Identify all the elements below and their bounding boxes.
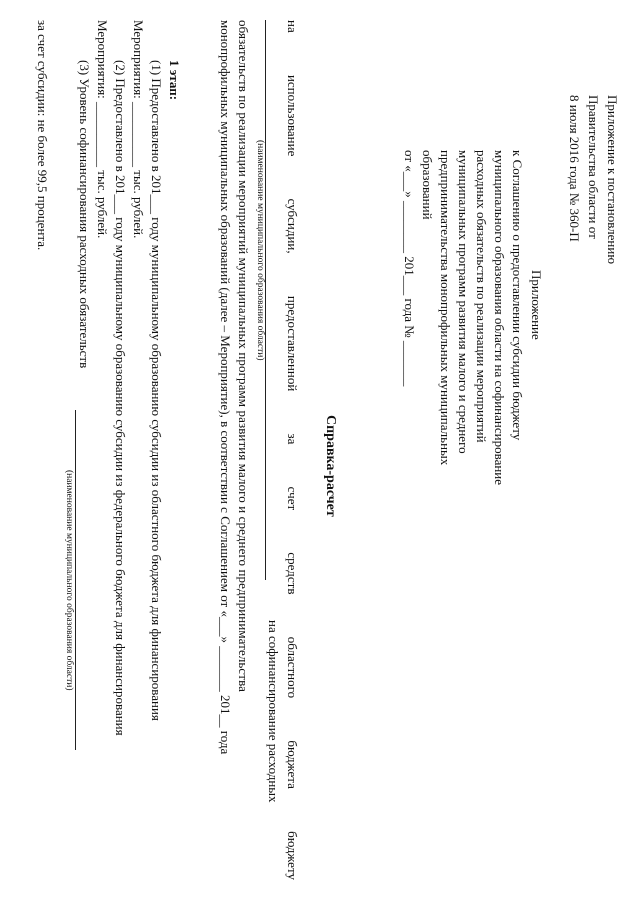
- intro-word: за: [285, 433, 300, 445]
- header-line-2: Правительства области от: [586, 95, 601, 239]
- document-title: Справка-расчет: [323, 415, 338, 517]
- intro-word: бюджета: [285, 740, 300, 789]
- fill-line-municipality-2: [75, 410, 76, 750]
- caption-municipality-2: (наименование муниципального образования области): [64, 470, 74, 691]
- appendix-line-7: от «___» ________ 201___ года № _______: [402, 150, 417, 387]
- stage-p3-end: за счет субсидии: не более 99,5 процента.: [35, 20, 50, 251]
- appendix-line-4: муниципальных программ развития малого и среднего: [456, 150, 471, 454]
- appendix-line-6: образований: [420, 150, 435, 220]
- intro-word: субсидии,: [285, 198, 300, 254]
- stage-p2b: Мероприятия: __________ тыс. рублей.: [95, 20, 110, 239]
- stage-p1b: Мероприятия: __________ тыс. рублей.: [131, 20, 146, 239]
- stage-p1a: (1) Предоставлено в 201___ году муниципальному образованию субсидии из областного бюджета для финансирования: [149, 60, 164, 721]
- header-line-1: Приложение к постановлению: [605, 95, 620, 265]
- caption-municipality: (наименование муниципального образования области): [255, 140, 265, 361]
- stage-p2a: (2) Предоставлено в 201___ году муниципальному образованию субсидии из федерального бюджета для финансирования: [113, 60, 128, 736]
- intro-row-4: монопрофильных муниципальных образований (далее – Мероприятие), в соответствии с Соглашением от «___» _______ 201__ года: [218, 20, 233, 755]
- appendix-line-1: к Соглашению о предоставлении субсидии бюджету: [510, 150, 525, 441]
- stage-p3: (3) Уровень софинансирования расходных обязательств: [77, 60, 92, 369]
- intro-row-1: [285, 20, 300, 880]
- stage-title: 1 этап:: [167, 60, 182, 101]
- fill-line-municipality: [265, 20, 266, 580]
- intro-row-3: обязательств по реализации мероприятий муниципальных программ развития малого и среднего предпринимательства: [236, 20, 251, 693]
- appendix-title: Приложение: [529, 270, 544, 340]
- intro-word: предоставленной: [285, 295, 300, 392]
- intro-row-2-tail: на софинансирование расходных: [266, 620, 281, 803]
- intro-word: на: [285, 20, 300, 33]
- intro-word: областного: [285, 636, 300, 699]
- intro-word: счет: [285, 486, 300, 511]
- appendix-line-2: муниципального образования области на софинансирование: [492, 150, 507, 486]
- intro-word: бюджету: [285, 831, 300, 880]
- appendix-line-3: расходных обязательств по реализации мероприятий: [474, 150, 489, 443]
- header-line-3: 8 июля 2016 года № 360-П: [567, 95, 582, 242]
- intro-word: использование: [285, 74, 300, 157]
- intro-word: средств: [285, 552, 300, 595]
- rotated-content: [20, 20, 620, 890]
- appendix-line-5: предпринимательства монопрофильных муниципальных: [438, 150, 453, 466]
